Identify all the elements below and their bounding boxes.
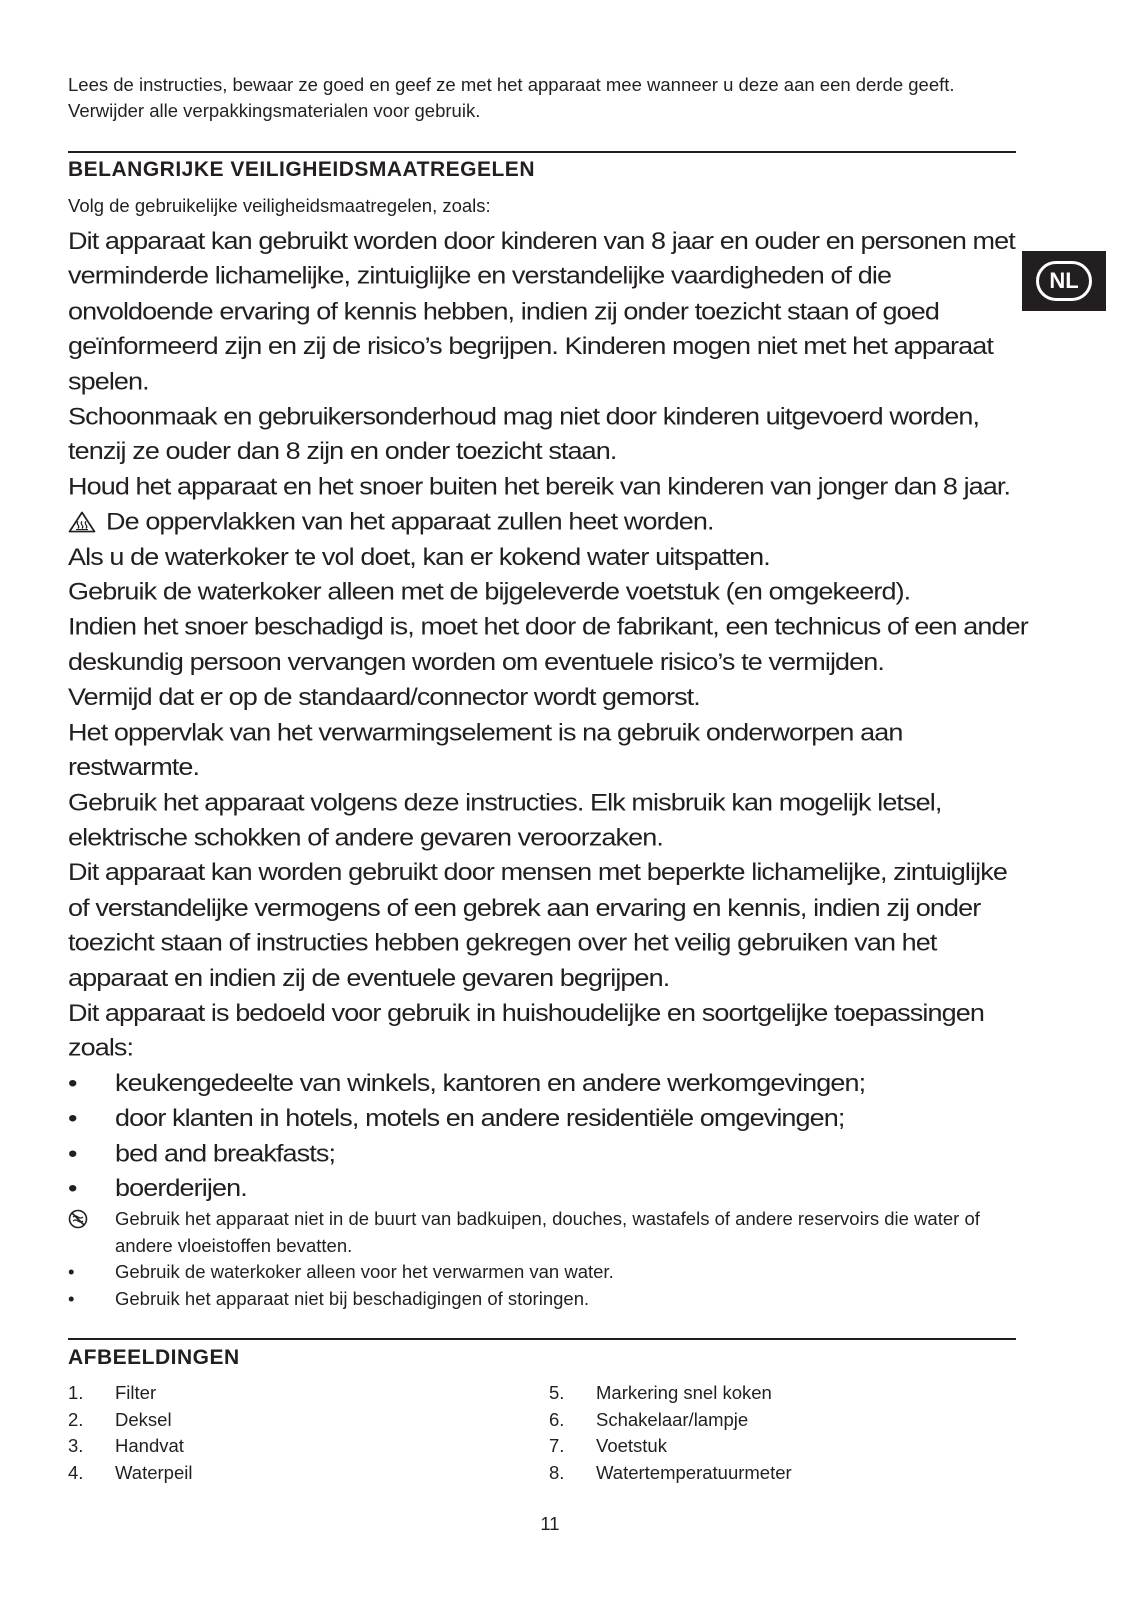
list-item: 1. Filter <box>68 1382 157 1403</box>
figures-list-right <box>549 1380 792 1486</box>
list-item: 2. Deksel <box>68 1408 172 1430</box>
language-label: NL <box>1036 261 1092 301</box>
figures-heading: AFBEELDINGEN <box>68 1346 240 1369</box>
section-divider <box>68 1338 1016 1340</box>
bullet: • <box>68 1139 77 1167</box>
list-item: • Gebruik de waterkoker alleen voor het verwarmen van water. <box>68 1259 1018 1286</box>
list-item: 4. Waterpeil <box>68 1461 193 1483</box>
safety-paragraph: Schoonmaak en gebruikersonderhoud mag niet door kinderen uitgevoerd worden, tenzij ze ouder dan 8 zijn en onder toezicht staan. <box>68 402 980 465</box>
section-divider <box>68 151 1016 153</box>
safety-heading: BELANGRIJKE VEILIGHEIDSMAATREGELEN <box>68 158 535 181</box>
list-item: • keukengedeelte van winkels, kantoren en andere werkomgevingen; <box>68 1066 1028 1101</box>
list-item: • bed and breakfasts; <box>68 1136 1028 1171</box>
safety-paragraph: Vermijd dat er op de standaard/connector wordt gemorst. <box>68 683 700 711</box>
additional-warnings <box>68 1206 1018 1312</box>
safety-paragraph: Gebruik de waterkoker alleen met de bijgeleverde voetstuk (en omgekeerd). <box>68 578 911 606</box>
safety-paragraph: Indien het snoer beschadigd is, moet het door de fabrikant, een technicus of een ander deskundig persoon vervangen worden om eventuele risico’s te vermijden. <box>68 613 1028 676</box>
safety-paragraph: Dit apparaat kan gebruikt worden door kinderen van 8 jaar en ouder en personen met verminderde lichamelijke, zintuiglijke en verstandelijke vaardigheden of die onvoldoende ervaring of kennis hebben, indien zij onder toezicht staan of goed geïnformeerd zijn en zij de risico’s begrijpen. Kinderen mogen niet met het apparaat spelen. <box>68 227 1015 395</box>
safety-subheading: Volg de gebruikelijke veiligheidsmaatregelen, zoals: <box>68 195 491 216</box>
list-item: 5. Markering snel koken <box>549 1382 772 1403</box>
list-item: • boerderijen. <box>68 1171 1028 1206</box>
safety-paragraph: Als u de waterkoker te vol doet, kan er kokend water uitspatten. <box>68 543 770 571</box>
list-item: Gebruik het apparaat niet in de buurt van badkuipen, douches, wastafels of andere reservoirs die water of andere vloeistoffen bevatten. <box>68 1206 1018 1259</box>
list-item: • door klanten in hotels, motels en andere residentiële omgevingen; <box>68 1101 1028 1136</box>
list-item: 7. Voetstuk <box>549 1435 667 1456</box>
list-item: 3. Handvat <box>68 1435 184 1456</box>
safety-paragraph: Gebruik het apparaat volgens deze instructies. Elk misbruik kan mogelijk letsel, elektrische schokken of andere gevaren veroorzaken. <box>68 788 942 851</box>
safety-paragraph: Het oppervlak van het verwarmingselement is na gebruik onderworpen aan restwarmte. <box>68 718 903 781</box>
hot-surface-warning-icon <box>68 511 96 533</box>
bullet: • <box>68 1069 77 1097</box>
safety-paragraph: Houd het apparaat en het snoer buiten het bereik van kinderen van jonger dan 8 jaar. <box>68 473 1011 500</box>
safety-instructions <box>68 224 1028 1206</box>
safety-paragraph: Dit apparaat is bedoeld voor gebruik in huishoudelijke en soortgelijke toepassingen zoals: <box>68 999 984 1062</box>
list-item: 8. Watertemperatuurmeter <box>549 1461 792 1483</box>
safety-paragraph: Dit apparaat kan worden gebruikt door mensen met beperkte lichamelijke, zintuiglijke of verstandelijke vermogens of een gebrek aan ervaring en kennis, indien zij onder toezicht staan of instructies hebben gekregen over het veilig gebruiken van het apparaat en indien zij de eventuele gevaren begrijpen. <box>68 859 1007 992</box>
intro-text: Lees de instructies, bewaar ze goed en geef ze met het apparaat mee wanneer u deze aan een derde geeft. Verwijder alle verpakkingsmaterialen voor gebruik. <box>68 74 955 121</box>
bullet: • <box>68 1287 75 1309</box>
bullet: • <box>68 1261 75 1282</box>
no-water-icon <box>68 1209 88 1229</box>
figures-list-left <box>68 1380 192 1486</box>
hot-surface-warning <box>68 505 1028 540</box>
page-number: 11 <box>540 1513 560 1534</box>
list-item: 6. Schakelaar/lampje <box>549 1408 749 1430</box>
safety-paragraph: De oppervlakken van het apparaat zullen heet worden. <box>106 508 714 535</box>
bullet: • <box>68 1174 77 1202</box>
list-item: • Gebruik het apparaat niet bij beschadigingen of storingen. <box>68 1286 1018 1313</box>
language-tab <box>1022 251 1106 311</box>
bullet: • <box>68 1104 77 1132</box>
